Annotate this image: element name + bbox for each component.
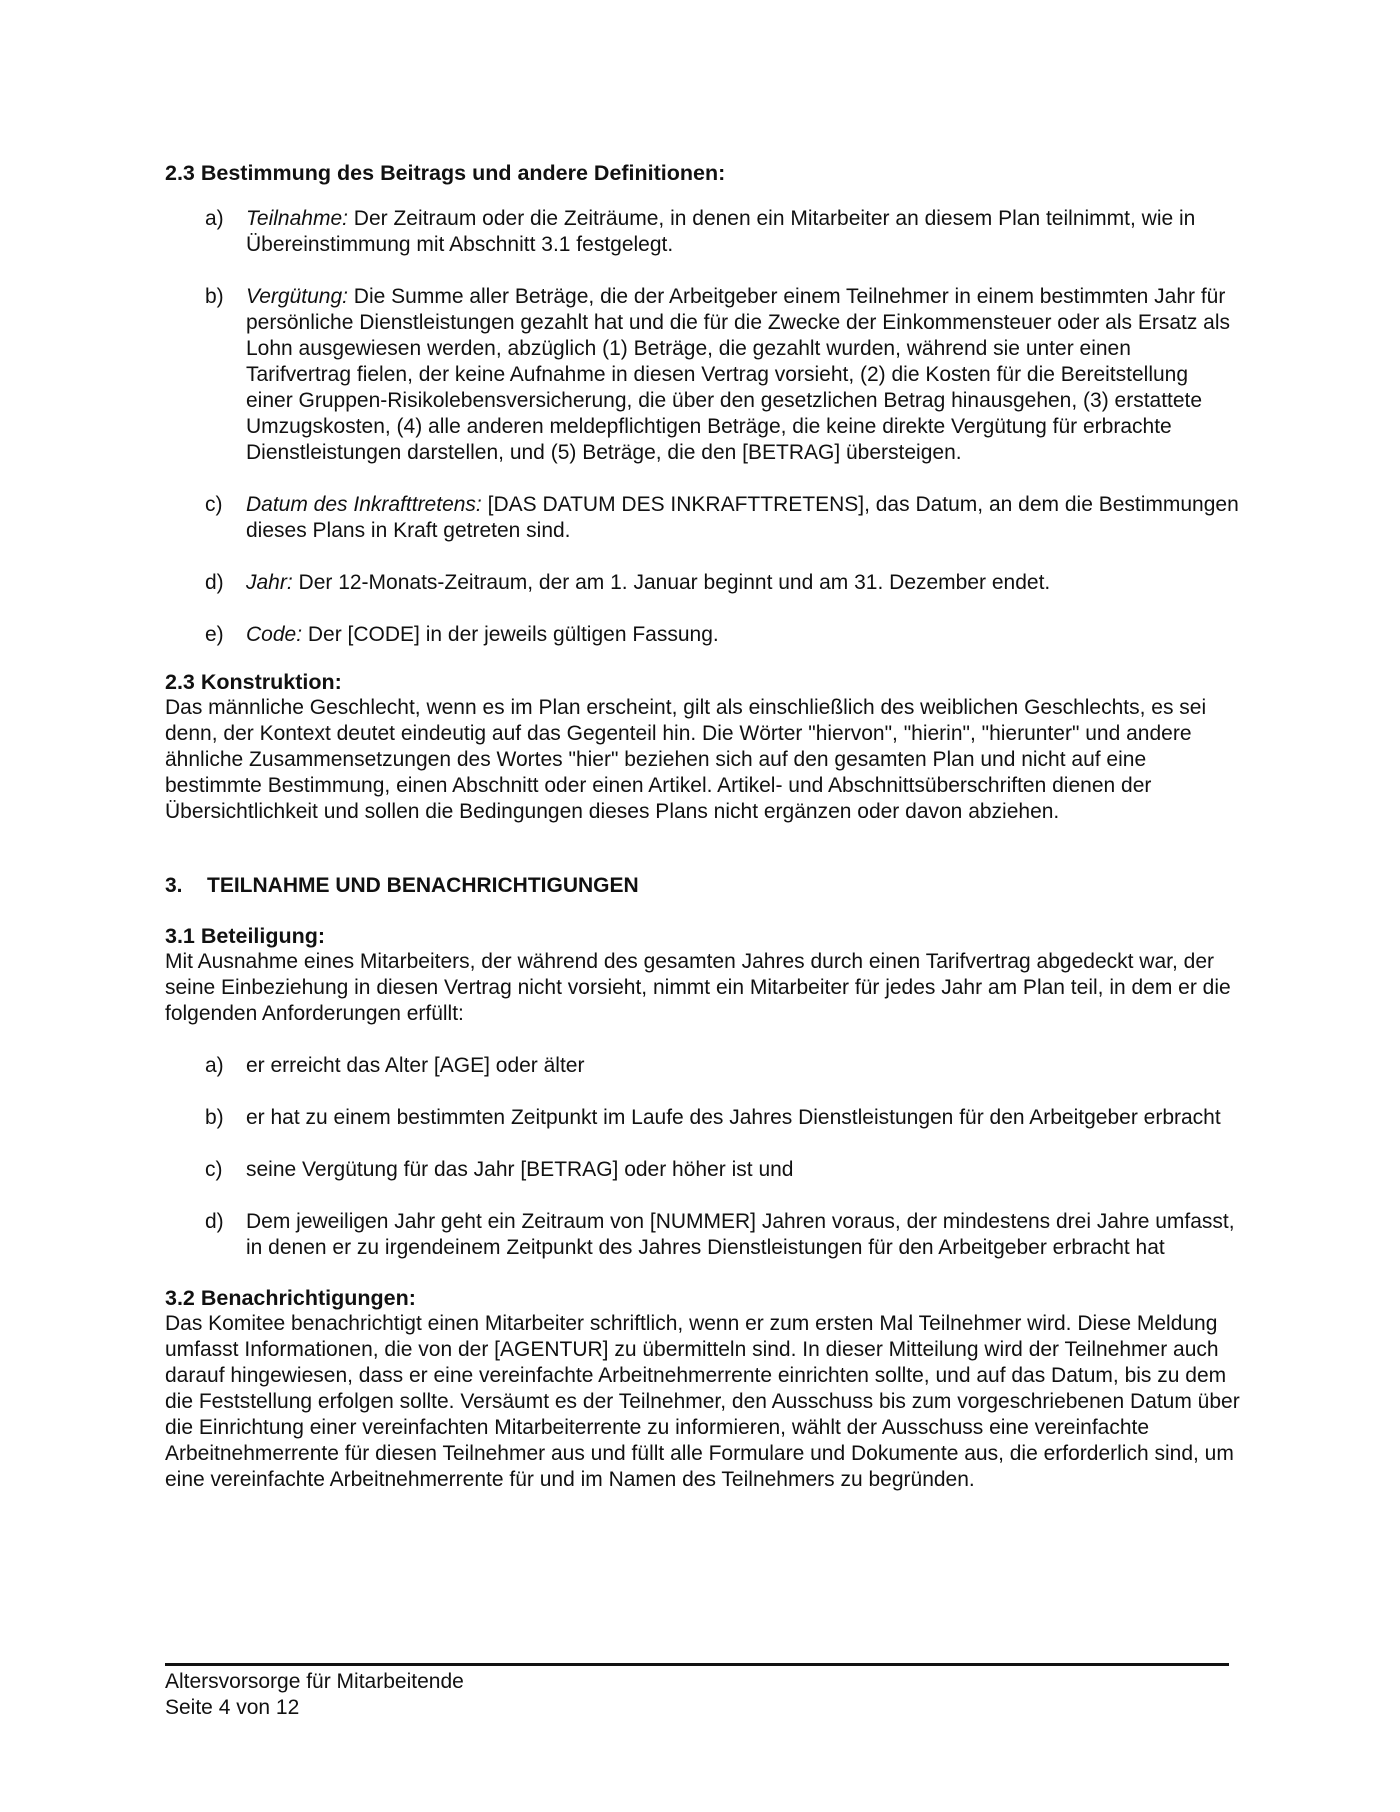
section-3-1-heading: 3.1 Beteiligung: xyxy=(165,924,326,948)
section-konstruktion-body: Das männliche Geschlecht, wenn es im Plan erscheint, gilt als einschließlich des weiblichen Geschlechts, es sei denn, der Kontext deutet eindeutig auf das Gegenteil hin. Die Wörter "hiervon", "hierin", "hierunter" und andere ähnliche Zusammensetzungen des Wortes "hier" beziehen sich auf den gesamten Plan und nicht auf eine bestimmte Bestimmung, einen Abschnitt oder einen Artikel. Artikel- und Abschnittsüberschriften dienen der Übersichtlichkeit und sollen die Bedingungen dieses Plans nicht ergänzen oder davon abziehen. xyxy=(165,696,1207,823)
list-marker: c) xyxy=(205,493,223,516)
definition-item-d xyxy=(165,570,1240,596)
definition-text: Der Zeitraum oder die Zeiträume, in denen ein Mitarbeiter an diesem Plan teilnimmt, wie in Übereinstimmung mit Abschnitt 3.1 festgelegt. xyxy=(246,207,1196,256)
list-marker: d) xyxy=(205,1210,224,1233)
requirement-text: Dem jeweiligen Jahr geht ein Zeitraum von [NUMMER] Jahren voraus, der mindestens drei Jahre umfasst, in denen er zu irgendeinem Zeitpunkt des Jahres Dienstleistungen für den Arbeitgeber erbracht hat xyxy=(246,1210,1235,1259)
definition-term: Vergütung: xyxy=(246,285,348,308)
requirement-item-b xyxy=(165,1105,1240,1131)
requirement-item-c xyxy=(165,1157,1240,1183)
definition-item-b xyxy=(165,284,1240,466)
definition-term: Jahr: xyxy=(246,571,293,594)
requirement-item-a xyxy=(165,1053,1240,1079)
definition-item-e xyxy=(165,622,1240,648)
section-konstruktion-heading: 2.3 Konstruktion: xyxy=(165,670,342,694)
requirement-item-d xyxy=(165,1209,1240,1261)
section-2-3-heading: 2.3 Bestimmung des Beitrags und andere Definitionen: xyxy=(165,161,726,185)
section-title: TEILNAHME UND BENACHRICHTIGUNGEN xyxy=(207,874,639,897)
definition-term: Datum des Inkrafttretens: xyxy=(246,493,482,516)
section-3-1-body: Mit Ausnahme eines Mitarbeiters, der während des gesamten Jahres durch einen Tarifvertrag abgedeckt war, der seine Einbeziehung in diesen Vertrag nicht vorsieht, nimmt ein Mitarbeiter für jedes Jahr am Plan teil, in dem er die folgenden Anforderungen erfüllt: xyxy=(165,950,1231,1025)
definition-term: Teilnahme: xyxy=(246,207,348,230)
page-number: Seite 4 von 12 xyxy=(165,1696,300,1719)
definition-text: [DAS DATUM DES INKRAFTTRETENS], das Datum, an dem die Bestimmungen dieses Plans in Kraft getreten sind. xyxy=(246,493,1239,542)
list-marker: b) xyxy=(205,1106,224,1129)
list-marker: a) xyxy=(205,207,224,230)
definition-item-c xyxy=(165,492,1240,544)
requirement-text: seine Vergütung für das Jahr [BETRAG] oder höher ist und xyxy=(246,1158,794,1181)
section-3-2-body: Das Komitee benachrichtigt einen Mitarbeiter schriftlich, wenn er zum ersten Mal Teilnehmer wird. Diese Meldung umfasst Informationen, die von der [AGENTUR] zu übermitteln sind. In dieser Mitteilung wird der Teilnehmer auch darauf hingewiesen, dass er eine vereinfachte Arbeitnehmerrente einrichten sollte, und auf das Datum, bis zu dem die Feststellung erfolgen sollte. Versäumt es der Teilnehmer, den Ausschuss bis zum vorgeschriebenen Datum über die Einrichtung einer vereinfachten Mitarbeiterrente zu informieren, wählt der Ausschuss eine vereinfachte Arbeitnehmerrente für diesen Teilnehmer aus und füllt alle Formulare und Dokumente aus, die erforderlich sind, um eine vereinfachte Arbeitnehmerrente für und im Namen des Teilnehmers zu begründen. xyxy=(165,1312,1240,1491)
document-page xyxy=(165,160,1240,1493)
definition-text: Die Summe aller Beträge, die der Arbeitgeber einem Teilnehmer in einem bestimmten Jahr für persönliche Dienstleistungen gezahlt hat und die für die Zwecke der Einkommensteuer oder als Ersatz als Lohn ausgewiesen werden, abzüglich (1) Beträge, die gezahlt wurden, während sie unter einen Tarifvertrag fielen, der keine Aufnahme in diesen Vertrag vorsieht, (2) die Kosten für die Bereitstellung einer Gruppen-Risikolebensversicherung, die über den gesetzlichen Betrag hinausgehen, (3) erstattete Umzugskosten, (4) alle anderen meldepflichtigen Beträge, die keine direkte Vergütung für erbrachte Dienstleistungen darstellen, und (5) Beträge, die den [BETRAG] übersteigen. xyxy=(246,285,1231,464)
definition-item-a xyxy=(165,206,1240,258)
definition-text: Der 12-Monats-Zeitraum, der am 1. Januar beginnt und am 31. Dezember endet. xyxy=(292,571,1051,594)
list-marker: a) xyxy=(205,1054,224,1077)
list-marker: e) xyxy=(205,623,224,646)
section-3-2-heading: 3.2 Benachrichtigungen: xyxy=(165,1286,416,1310)
section-3-heading xyxy=(165,873,1240,899)
list-marker: b) xyxy=(205,285,224,308)
section-number: 3. xyxy=(165,874,183,897)
list-marker: d) xyxy=(205,571,224,594)
list-marker: c) xyxy=(205,1158,223,1181)
requirement-text: er erreicht das Alter [AGE] oder älter xyxy=(246,1054,585,1077)
page-footer xyxy=(165,1669,464,1721)
definition-text: Der [CODE] in der jeweils gültigen Fassung. xyxy=(302,623,719,646)
definition-term: Code: xyxy=(246,623,303,646)
footer-divider xyxy=(165,1663,1229,1666)
footer-title: Altersvorsorge für Mitarbeitende xyxy=(165,1670,464,1693)
requirement-text: er hat zu einem bestimmten Zeitpunkt im Laufe des Jahres Dienstleistungen für den Arbeitgeber erbracht xyxy=(246,1106,1221,1129)
